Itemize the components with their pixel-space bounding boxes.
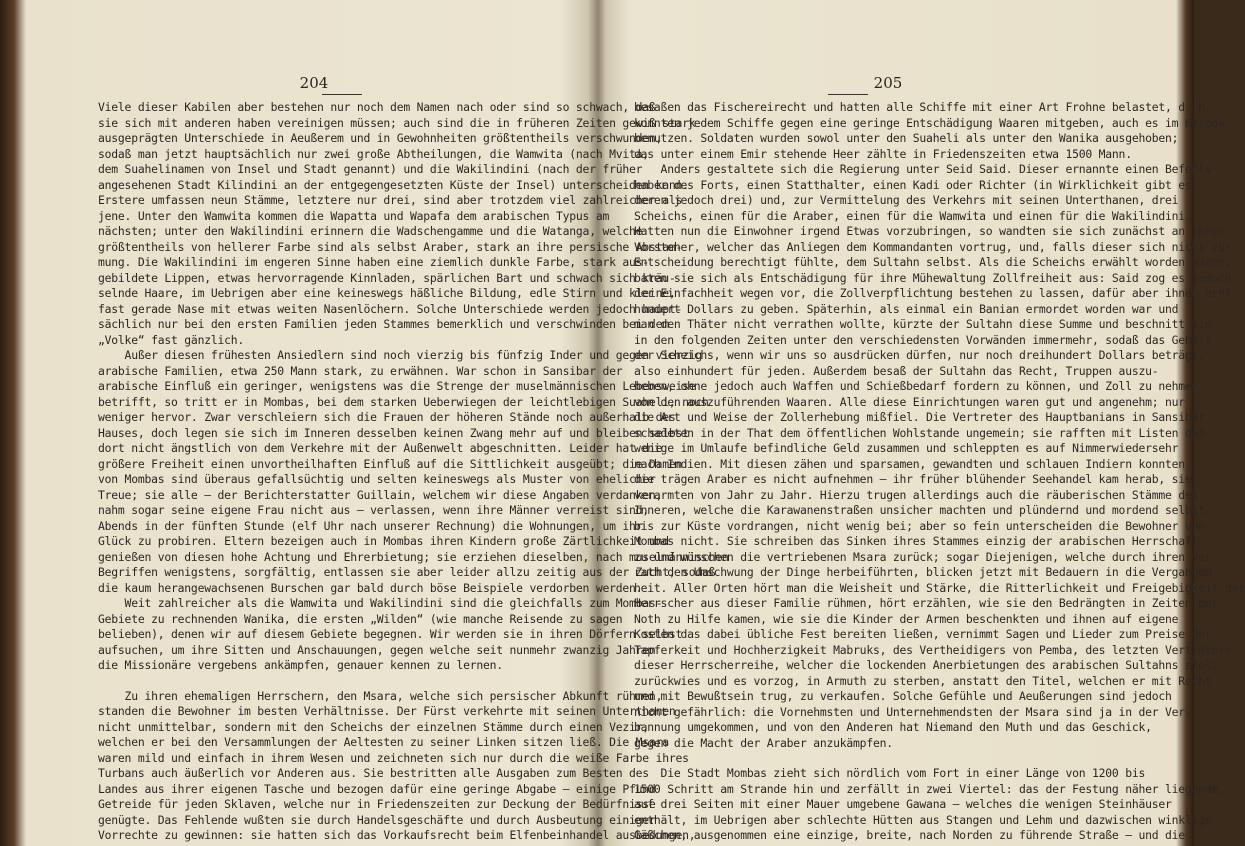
text-line: zurückwies und es vorzog, in Armuth zu sterben, anstatt den Titel, welchen er mit Recht (634, 673, 1212, 688)
text-line: wenige im Umlaufe befindliche Geld zusammen und schleppten es auf Nimmerwiedersehr (634, 441, 1179, 455)
text-line: Turbans auch äußerlich vor Anderen aus. Sie bestritten alle Ausgaben zum Besten des (98, 766, 649, 780)
text-line: die trägen Araber es nicht aufnehmen — ihr früher blühender Seehandel kam herab, sie (634, 472, 1192, 486)
text-line: Hauses, doch legen sie sich im Inneren desselben keinen Zwang mehr auf und bleiben selbst (98, 425, 689, 440)
text-line: Glück zu probiren. Eltern bezeigen auch in Mombas ihren Kindern große Zärtlichkeit und (98, 534, 669, 548)
text-line: welchen er bei den Versammlungen der Aeltesten zu seiner Linken sitzen ließ. Die Msara (98, 735, 669, 749)
text-line: Mombas nicht. Sie schreiben das Sinken ihres Stammes einzig der arabischen Herrschaft (634, 534, 1199, 548)
text-line: bannung umgekommen, und von den Anderen hat Niemand den Muth und das Geschick, (634, 720, 1152, 734)
right-page (608, 0, 1245, 846)
text-line: Scheichs, einen für die Araber, einen für die Wamwita und einen für die Wakilindini. (634, 208, 1192, 223)
text-line: Entscheidung berechtigt fühlte, dem Sultahn selbst. Als die Scheichs erwählt worden waren, (634, 255, 1232, 269)
text-line: Anders gestaltete sich die Regierung unter Seid Said. Dieser ernannte einen Befehls- (634, 162, 1219, 176)
text-line: und mit Bewußtsein trug, zu verkaufen. Solche Gefühle und Aeußerungen sind jedoch (634, 689, 1172, 703)
text-line: von den auszuführenden Waaren. Alle diese Einrichtungen waren gut und angenehm; nur (634, 394, 1185, 409)
text-line: Abends in der fünften Stunde (elf Uhr nach unserer Rechnung) die Wohnungen, um ihr (98, 518, 643, 533)
text-line: nicht unmittelbar, sondern mit den Scheichs der einzelnen Stämme durch einen Vezir, (98, 719, 649, 734)
text-line: besaßen das Fischereirecht und hatten alle Schiffe mit einer Art Frohne belastet, d. h. (634, 100, 1212, 114)
text-line: Hatten nun die Einwohner irgend Etwas vorzubringen, so wandten sie sich zunächst an ihren (634, 224, 1225, 238)
text-line: die kaum herangewachsenen Burschen gar bald durch böse Beispiele verdorben werden. (98, 580, 643, 595)
text-line: hundert Dollars zu geben. Späterhin, als einmal ein Banian ermordet worden war und (634, 301, 1179, 316)
text-line: heben, ohne jedoch auch Waffen und Schießbedarf fordern zu können, und Zoll zu nehmen (634, 379, 1199, 393)
text-line: heit. Aller Orten hört man die Weisheit und Stärke, die Ritterlichkeit und Freigebigkeit der (634, 580, 1245, 595)
left-page (40, 0, 729, 846)
text-line: nach Indien. Mit diesen zähen und sparsamen, gewandten und schlauen Indiern konnten (634, 456, 1185, 471)
text-line: rath den Umschwung der Dinge herbeiführten, blicken jetzt mit Bedauern in die Vergangen- (634, 565, 1219, 579)
text-line: konnten jedem Schiffe gegen eine geringe Entschädigung Waaren mitgeben, auch es im Kriege (634, 115, 1225, 130)
text-line: bis zur Küste vordrangen, nicht wenig bei; aber so fein unterscheiden die Bewohner von (634, 518, 1205, 533)
text-line: gegen die Macht der Araber anzukämpfen. (634, 735, 893, 750)
text-line: „Volke“ fast gänzlich. (98, 332, 245, 347)
text-line: mung. Die Wakilindini im engeren Sinne haben eine ziemlich dunkle Farbe, stark aus- (98, 255, 649, 269)
page-number-rule-left (322, 94, 362, 95)
text-line: dem Suahelinamen von Insel und Stadt genannt) und die Wakilindini (nach der früher (98, 162, 643, 176)
text-line: Treue; sie alle — der Berichterstatter Guillain, welchem wir diese Angaben verdanken, (98, 487, 663, 502)
text-line: baten sie sich als Entschädigung für ihre Mühewaltung Zollfreiheit aus: Said zog es jedoch (634, 270, 1232, 285)
text-line: sächlich nur bei den ersten Familien jeden Stammes bemerklich und verschwinden bei dem (98, 317, 669, 331)
text-line: Begriffen wenigstens, sorgfältig, entlassen sie aber leider allzu zeitig aus der Zucht, sodaß (98, 565, 716, 579)
text-line: dort nicht ängstlich von dem Verkehre mit der Außenwelt abgeschnitten. Leider hat die (98, 441, 663, 455)
text-line: schadeten in der That dem öffentlichen Wohlstande ungemein; sie rafften mit Listen das (634, 425, 1205, 440)
text-line: man den Thäter nicht verrathen wollte, kürzte der Sultahn diese Summe und beschnitt sie (634, 317, 1212, 331)
text-line: Tapferkeit und Hochherzigkeit Mabruks, des Vertheidigers von Pemba, des letzten Vertreters (634, 642, 1232, 657)
text-line: dieser Herrscherreihe, welcher die lockenden Anerbietungen des arabischen Sultahns stolz (634, 658, 1219, 672)
text-line: weniger hervor. Zwar verschleiern sich die Frauen der höheren Stände noch außerhalb des (98, 410, 676, 424)
text-line: Vorrechte zu gewinnen: sie hatten sich das Vorkaufsrecht beim Elfenbeinhandel ausbedungen, (98, 828, 696, 842)
text-line: nicht gefährlich: die Vornehmsten und Unternehmendsten der Msara sind ja in der Ver- (634, 704, 1192, 719)
text-line: das unter einem Emir stehende Heer zählte in Friedenszeiten etwa 1500 Mann. (634, 146, 1132, 161)
text-line: aufsuchen, um ihre Sitten und Anschauungen, gegen welche seit nunmehr zwanzig Jahren (98, 642, 656, 657)
text-line: größtentheils von hellerer Farbe sind als selbst Araber, stark an ihre persische Abstam- (98, 239, 683, 254)
text-line: die Missionäre vergebens ankämpfen, genauer kennen zu lernen. (98, 658, 503, 672)
text-line: betrifft, so tritt er in Mombas, bei dem starken Ueberwiegen der leichtlebigen Suaheli, noch (98, 394, 709, 409)
text-line: fast gerade Nase mit etwas weiten Nasenlöchern. Solche Unterschiede werden jedoch haupt- (98, 301, 683, 316)
text-line: Gäßchen, ausgenommen eine einzige, breite, nach Norden zu führende Straße — und die (634, 828, 1185, 842)
page-number-right: 205 (873, 74, 903, 92)
text-line: verarmten von Jahr zu Jahr. Hierzu trugen allerdings auch die räuberischen Stämme des (634, 487, 1199, 502)
text-line: die Art und Weise der Zollerhebung mißfiel. Die Vertreter des Hauptbanians in Sansibar (634, 410, 1205, 424)
text-line: Die Stadt Mombas zieht sich nördlich vom Fort in einer Länge von 1200 bis (634, 766, 1146, 780)
text-line: genügte. Das Fehlende wußten sie durch Handelsgeschäfte und durch Ausbeutung einiger (98, 812, 656, 827)
text-line: Gebiete zu rechnenden Wanika, die ersten „Wilden“ (wie manche Reisende zu sagen (98, 611, 623, 626)
text-line: ausgeprägten Unterschiede in Aeußerem und in Gewohnheiten größtentheils verschwunden, (98, 131, 663, 145)
text-line: in den folgenden Zeiten unter den verschiedensten Vorwänden immermehr, sodaß das Gehalt (634, 332, 1212, 347)
text-line: enthält, im Uebrigen aber schlechte Hütten aus Stangen und Lehm und dazwischen winklige (634, 812, 1212, 827)
text-line: deren jedoch drei) und, zur Vermittelung des Verkehrs mit seinen Unterthanen, drei (634, 193, 1179, 207)
text-line: standen die Bewohner im besten Verhältnisse. Der Fürst verkehrte mit seinen Unterthanen (98, 704, 676, 718)
text-line: Noth zu Hilfe kamen, wie sie die Kinder der Armen beschenkten und ihnen auf eigene (634, 611, 1179, 626)
text-line: Vorsteher, welcher das Anliegen dem Kommandanten vortrug, und, falls dieser sich nicht zur (634, 239, 1232, 254)
text-line: größere Freiheit einen unvortheilhaften Einfluß auf die Sittlichkeit ausgeübt; die Damen (98, 456, 683, 471)
page-number-rule-right (828, 94, 868, 95)
text-line: jene. Unter den Wamwita kommen die Wapatta und Wapafa dem arabischen Typus am (98, 208, 610, 223)
right-page-text (634, 100, 1245, 844)
text-line: arabische Einfluß ein geringer, wenigstens was die Strenge der muselmännischen Lebensweise (98, 379, 696, 393)
text-line: Weit zahlreicher als die Wamwita und Wakilindini sind die gleichfalls zum Mombas- (98, 596, 663, 610)
text-line: von Mombas sind überaus gefallsüchtig und selten keineswegs als Muster von ehelicher (98, 472, 656, 486)
text-line: genießen von diesen hohe Achtung und Ehrerbietung; sie erziehen dieselben, nach muselmännischen (98, 549, 729, 564)
text-line: Außer diesen frühesten Ansiedlern sind noch vierzig bis fünfzig Inder und gegen vierzig (98, 348, 703, 362)
text-line: nächsten; unter den Wakilindini erinnern die Wadschengamme und die Watanga, welche (98, 224, 643, 238)
text-line: angesehenen Stadt Kilindini an der entgegengesetzten Küste der Insel) unterscheiden kann. (98, 177, 689, 192)
text-line: sodaß man jetzt hauptsächlich nur zwei große Abtheilungen, die Wamwita (nach Mvita, (98, 146, 649, 161)
text-line: selnde Haare, im Uebrigen aber eine keineswegs häßliche Bildung, edle Stirn und kleine, (98, 286, 676, 300)
text-line: auf drei Seiten mit einer Mauer umgebene Gawana — welches die wenigen Steinhäuser (634, 797, 1172, 811)
text-line: belieben), denen wir auf diesem Gebiete begegnen. Wir werden sie in ihren Dörfern selbst (98, 627, 683, 641)
text-line: benutzen. Soldaten wurden sowol unter den Suaheli als unter den Wanika ausgehoben; (634, 131, 1179, 145)
text-line: Viele dieser Kabilen aber bestehen nur noch dem Namen nach oder sind so schwach, daß (98, 100, 656, 114)
text-line: 1500 Schritt am Strande hin und zerfällt in zwei Viertel: das der Festung näher liegende, (634, 781, 1225, 796)
text-line: Kosten das dabei übliche Fest bereiten ließen, vernimmt Sagen und Lieder zum Preise der (634, 627, 1212, 641)
text-line: waren mild und einfach in ihrem Wesen und zeichneten sich nur durch die weiße Farbe ihres (98, 750, 689, 765)
page-number-left: 204 (299, 74, 329, 92)
text-line: haber des Forts, einen Statthalter, einen Kadi oder Richter (in Wirklichkeit gibt es (634, 177, 1192, 192)
text-line: Inneren, welche die Karawanenstraßen unsicher machten und plündernd und mordend selbst (634, 503, 1205, 517)
text-line: gebildete Lippen, etwas hervorragende Kinnladen, spärlichen Bart und schwach sich kräu- (98, 270, 676, 285)
text-line: Landes aus ihrer eigenen Tasche und bezogen dafür eine geringe Abgabe — einige Pfund (98, 781, 656, 796)
text-line: Herrscher aus dieser Familie rühmen, hört erzählen, wie sie den Bedrängten in Zeiten der (634, 596, 1219, 610)
text-line: der Scheichs, wenn wir uns so ausdrücken dürfen, nur noch dreihundert Dollars beträgt, (634, 348, 1205, 362)
text-line: nahm sogar seine eigene Frau nicht aus — verlassen, wenn ihre Männer verreist sind, (98, 503, 649, 517)
text-line: Zu ihren ehemaligen Herrschern, den Msara, welche sich persischer Abkunft rühmen, (98, 688, 663, 703)
text-line: Getreide für jeden Sklaven, welche nur in Friedenszeiten zur Deckung der Bedürfnisse (98, 797, 656, 811)
text-line: sie sich mit anderen haben vereinigen müssen; auch sind die in früheren Zeiten gewiß stark (98, 115, 696, 130)
text-line: zu und wünschen die vertriebenen Msara zurück; sogar Diejenigen, welche durch ihren Ver- (634, 549, 1219, 564)
text-line: also einhundert für jeden. Außerdem besaß der Sultahn das Recht, Truppen auszu- (634, 363, 1159, 378)
text-line: Erstere umfassen neun Stämme, letztere nur drei, sind aber trotzdem viel zahlreicher als (98, 193, 683, 207)
text-line: arabische Familien, etwa 250 Mann stark, zu erwähnen. War schon in Sansibar der (98, 363, 623, 378)
text-line: der Einfachheit wegen vor, die Zollverpflichtung bestehen zu lassen, dafür aber ihnen acht- (634, 286, 1239, 300)
